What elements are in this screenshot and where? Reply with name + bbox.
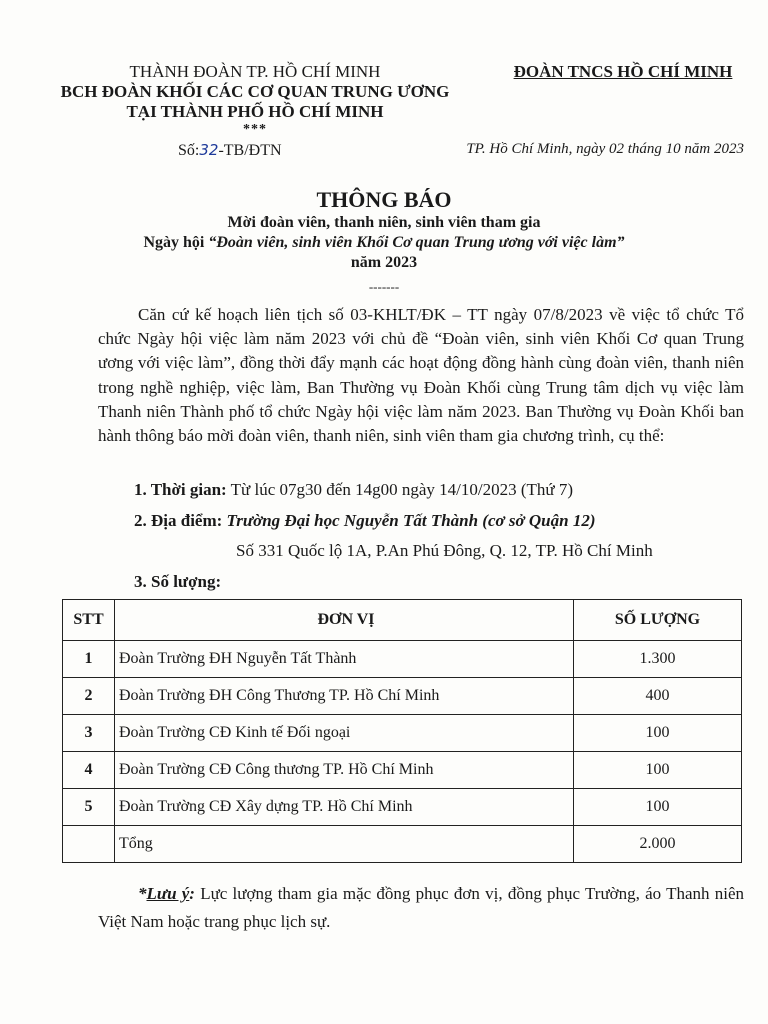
time-value: Từ lúc 07g30 đến 14g00 ngày 14/10/2023 (Thứ 7) (230, 480, 573, 499)
table-row (63, 752, 742, 789)
document-number-label: Số: (178, 142, 200, 159)
subtitle-line-2 (0, 234, 768, 252)
note-paragraph (98, 880, 744, 936)
document-number (178, 141, 282, 160)
place-address: Số 331 Quốc lộ 1A, P.An Phú Đông, Q. 12, TP. Hồ Chí Minh (236, 541, 653, 560)
row-unit: Đoàn Trường ĐH Công Thương TP. Hồ Chí Minh (115, 678, 574, 715)
row-unit: Đoàn Trường CĐ Kinh tế Đối ngoại (115, 715, 574, 752)
event-name: “Đoàn viên, sinh viên Khối Cơ quan Trung ương với việc làm” (208, 234, 625, 251)
row-stt: 1 (63, 641, 115, 678)
row-stt: 3 (63, 715, 115, 752)
org-line-2: BCH ĐOÀN KHỐI CÁC CƠ QUAN TRUNG ƯƠNG (60, 82, 450, 101)
organization-name: ĐOÀN TNCS HỒ CHÍ MINH (513, 62, 733, 81)
quantity-table (62, 599, 742, 863)
header-stt: STT (63, 600, 115, 641)
total-stt-empty (63, 826, 115, 863)
title-divider: ------- (368, 279, 400, 294)
row-quantity: 400 (574, 678, 742, 715)
note-colon: : (189, 884, 195, 903)
total-label: Tổng (115, 826, 574, 863)
place-item (134, 511, 595, 531)
header-unit: ĐƠN VỊ (115, 600, 574, 641)
table-total-row (63, 826, 742, 863)
row-unit: Đoàn Trường CĐ Công thương TP. Hồ Chí Minh (115, 752, 574, 789)
row-unit: Đoàn Trường ĐH Nguyễn Tất Thành (115, 641, 574, 678)
table-row (63, 641, 742, 678)
table-header-row (63, 600, 742, 641)
time-item (134, 480, 573, 500)
document-number-suffix: -TB/ĐTN (218, 142, 282, 159)
note-text: Lực lượng tham gia mặc đồng phục đơn vị, đồng phục Trường, áo Thanh niên Việt Nam hoặc trang phục lịch sự. (98, 884, 744, 931)
header-quantity: SỐ LƯỢNG (574, 600, 742, 641)
row-quantity: 100 (574, 752, 742, 789)
subtitle-line-1: Mời đoàn viên, thanh niên, sinh viên tham gia (227, 214, 541, 231)
stars-divider: *** (243, 122, 267, 137)
org-line-3: TẠI THÀNH PHỐ HỒ CHÍ MINH (126, 102, 384, 121)
row-quantity: 100 (574, 715, 742, 752)
org-line-1: THÀNH ĐOÀN TP. HỒ CHÍ MINH (129, 62, 381, 81)
row-unit: Đoàn Trường CĐ Xây dựng TP. Hồ Chí Minh (115, 789, 574, 826)
row-stt: 2 (63, 678, 115, 715)
intro-paragraph-text: Căn cứ kế hoạch liên tịch số 03-KHLT/ĐK – TT ngày 07/8/2023 về việc tổ chức Tổ chức Ngày hội việc làm năm 2023 với chủ đề “Đoàn viên, sinh viên Khối Cơ quan Trung ương với việc làm”, đồng thời đẩy mạnh các hoạt động đồng hành cùng đoàn viên, thanh niên trong nghề nghiệp, việc làm, Ban Thường vụ Đoàn Khối cùng Trung tâm dịch vụ việc làm Thanh niên Thành phố tổ chức Ngày hội việc làm năm 2023. Ban Thường vụ Đoàn Khối ban hành thông báo mời đoàn viên, thanh niên, sinh viên tham gia chương trình, cụ thể: (98, 305, 744, 446)
note-label: Lưu ý (146, 884, 190, 903)
total-value: 2.000 (574, 826, 742, 863)
time-label: 1. Thời gian: (134, 480, 227, 499)
row-quantity: 1.300 (574, 641, 742, 678)
page-title: THÔNG BÁO (316, 187, 452, 212)
row-stt: 5 (63, 789, 115, 826)
place-label: 2. Địa điểm: (134, 511, 223, 530)
row-quantity: 100 (574, 789, 742, 826)
row-stt: 4 (63, 752, 115, 789)
subtitle-prefix: Ngày hội (143, 234, 209, 251)
document-date: TP. Hồ Chí Minh, ngày 02 tháng 10 năm 2023 (466, 141, 744, 157)
table-row (63, 678, 742, 715)
intro-paragraph (98, 303, 744, 448)
note-star: * (138, 884, 147, 903)
quantity-label: 3. Số lượng: (134, 572, 222, 591)
document-number-handwritten: 32 (199, 141, 219, 159)
place-value: Trường Đại học Nguyễn Tất Thành (cơ sở Quận 12) (226, 511, 596, 530)
table-row (63, 715, 742, 752)
subtitle-line-3: năm 2023 (350, 254, 418, 271)
table-row (63, 789, 742, 826)
